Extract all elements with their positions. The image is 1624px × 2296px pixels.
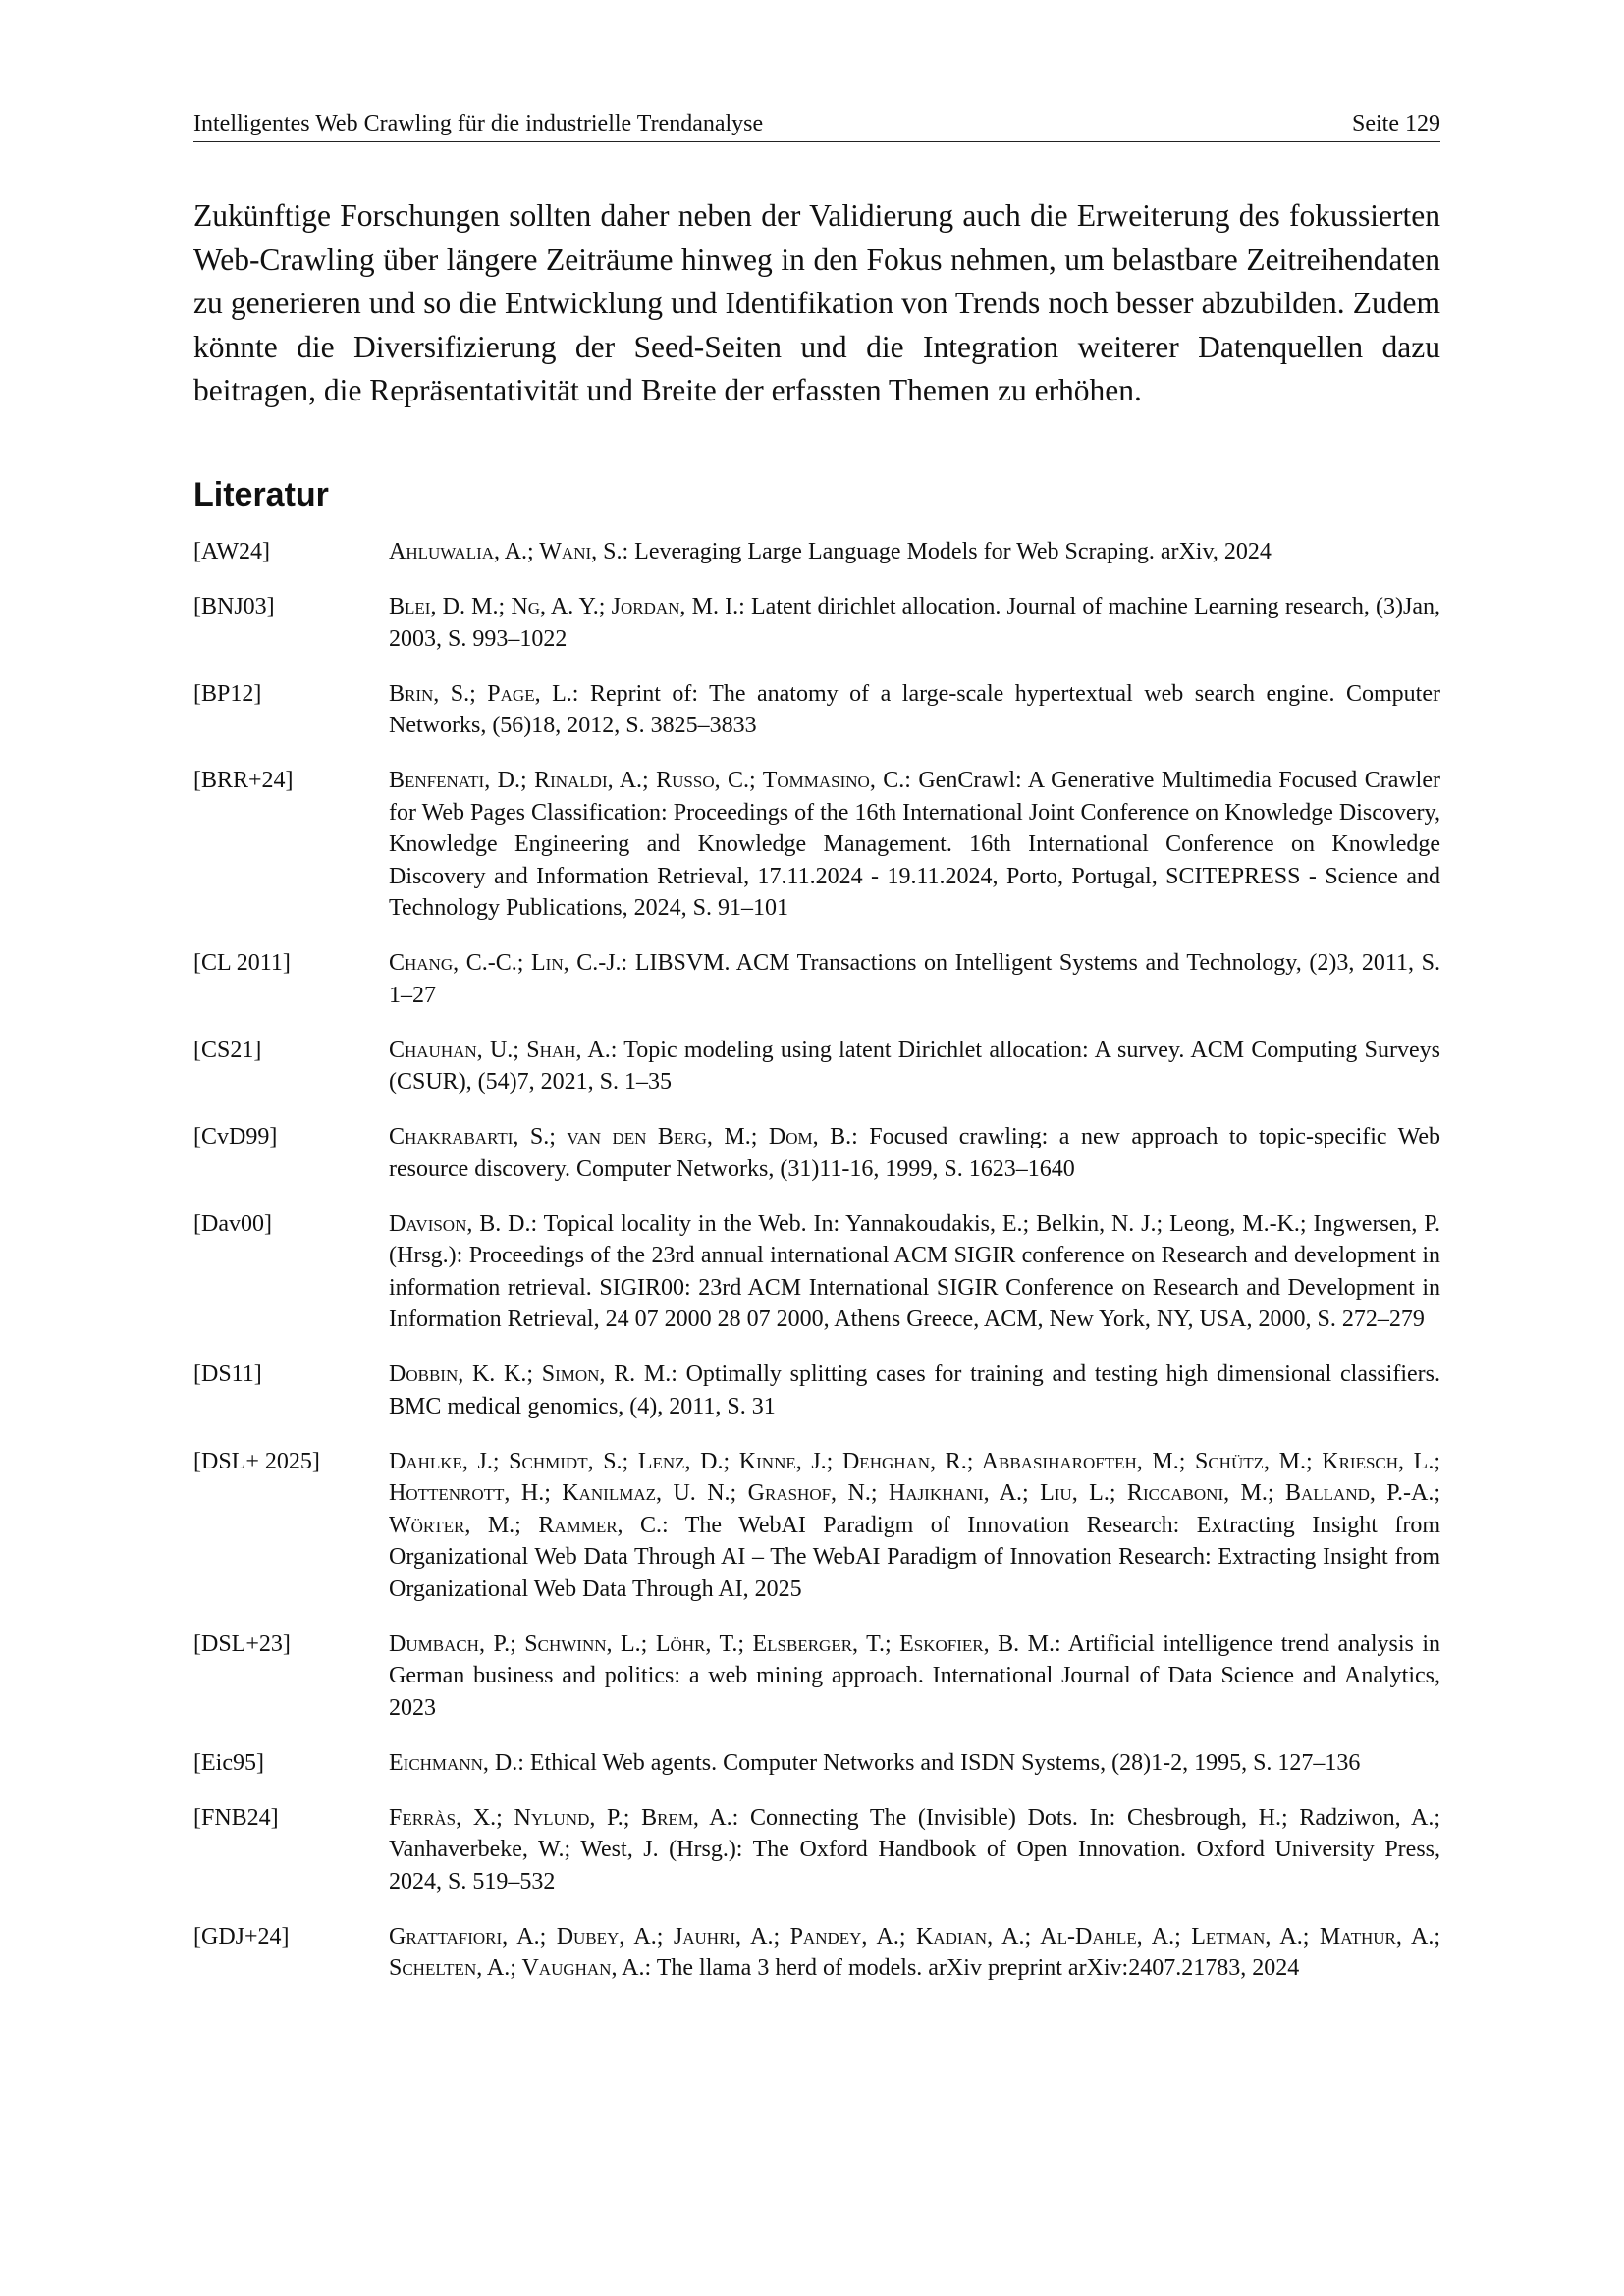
header-title: Intelligentes Web Crawling für die industrielle Trendanalyse xyxy=(193,111,764,136)
reference-entry xyxy=(193,1208,1440,1336)
reference-authors: Ahluwalia, A.; Wani, S.: xyxy=(389,539,629,564)
reference-key: [BRR+24] xyxy=(193,768,294,793)
reference-body: Ethical Web agents. Computer Networks and ISDN Systems, (28)1-2, 1995, S. 127–136 xyxy=(523,1749,1361,1776)
reference-authors: Brin, S.; Page, L.: xyxy=(389,680,579,707)
reference-entry xyxy=(193,1035,1440,1098)
reference-body: LIBSVM. ACM Transactions on Intelligent Systems and Technology, (2)3, 2011, S. 1–27 xyxy=(389,950,1440,1008)
reference-authors: Davison, B. D.: xyxy=(389,1210,538,1237)
reference-authors: Dahlke, J.; Schmidt, S.; Lenz, D.; Kinne, J.; Dehghan, R.; Abbasiharofteh, M.; Schütz, M.; Kriesch, L.; Hottenrott, H.; Kanilmaz, U. N.; Grashof, N.; Hajikhani, A.; Liu, L.; Riccaboni, M.; Balland, P.-A.; Wörter, M.; Rammer, C.: xyxy=(389,1448,1440,1538)
reference-body: Reprint of: The anatomy of a large-scale hypertextual web search engine. Computer Networks, (56)18, 2012, S. 3825–3833 xyxy=(389,680,1440,738)
reference-entry xyxy=(193,1359,1440,1422)
reference-entry xyxy=(193,536,1440,568)
reference-key: [FNB24] xyxy=(193,1804,279,1831)
reference-key: [CL 2011] xyxy=(193,950,291,976)
reference-text xyxy=(389,1747,1440,1780)
reference-key: [GDJ+24] xyxy=(193,1923,290,1949)
reference-entry xyxy=(193,1921,1440,1985)
reference-entry xyxy=(193,765,1440,925)
reference-entry xyxy=(193,1121,1440,1185)
reference-text xyxy=(389,1121,1440,1185)
reference-entry xyxy=(193,591,1440,655)
reference-body: Topical locality in the Web. In: Yannakoudakis, E.; Belkin, N. J.; Leong, M.-K.; Ingwersen, P. (Hrsg.): Proceedings of the 23rd annual international ACM SIGIR conference on Research and development in information retrieval. SIGIR00: 23rd ACM International SIGIR Conference on Research and Development in Information Retrieval, 24 07 2000 28 07 2000, Athens Greece, ACM, New York, NY, USA, 2000, S. 272–279 xyxy=(389,1210,1440,1332)
section-title-literatur: Literatur xyxy=(193,476,329,513)
reference-text xyxy=(389,1921,1440,1985)
reference-text xyxy=(389,536,1440,568)
reference-authors: Blei, D. M.; Ng, A. Y.; Jordan, M. I.: xyxy=(389,594,745,619)
reference-authors: Eichmann, D.: xyxy=(389,1749,524,1776)
reference-authors: Dobbin, K. K.; Simon, R. M.: xyxy=(389,1362,677,1387)
reference-key: [CvD99] xyxy=(193,1124,278,1149)
reference-body: Latent dirichlet allocation. Journal of machine Learning research, (3)Jan, 2003, S. 993–1022 xyxy=(389,594,1440,652)
reference-body: Artificial intelligence trend analysis in German business and politics: a web mining approach. International Journal of Data Science and Analytics, 2023 xyxy=(389,1630,1441,1721)
reference-list xyxy=(193,536,1440,2007)
reference-authors: Grattafiori, A.; Dubey, A.; Jauhri, A.; Pandey, A.; Kadian, A.; Al-Dahle, A.; Letman, A.; Mathur, A.; Schelten, A.; Vaughan, A.: xyxy=(389,1923,1440,1981)
reference-text xyxy=(389,1802,1440,1898)
reference-entry xyxy=(193,678,1440,742)
reference-body: Leveraging Large Language Models for Web Scraping. arXiv, 2024 xyxy=(628,539,1272,564)
reference-entry xyxy=(193,1446,1440,1606)
reference-key: [CS21] xyxy=(193,1037,262,1063)
reference-key: [AW24] xyxy=(193,539,271,564)
running-header xyxy=(193,108,1440,142)
reference-authors: Chakrabarti, S.; van den Berg, M.; Dom, B.: xyxy=(389,1124,858,1149)
intro-paragraph: Zukünftige Forschungen sollten daher neben der Validierung auch die Erweiterung des fokussierten Web-Crawling über längere Zeiträume hinweg in den Fokus nehmen, um belastbare Zeitreihendaten zu generieren und so die Entwicklung und Identifikation von Trends noch besser abzubilden. Zudem könnte die Diversifizierung der Seed-Seiten und die Integration weiterer Datenquellen dazu beitragen, die Repräsentativität und Breite der erfassten Themen zu erhöhen. xyxy=(193,198,1440,407)
reference-text xyxy=(389,678,1440,742)
reference-authors: Benfenati, D.; Rinaldi, A.; Russo, C.; Tommasino, C.: xyxy=(389,768,911,793)
reference-entry xyxy=(193,947,1440,1011)
reference-text xyxy=(389,1446,1440,1606)
reference-text xyxy=(389,947,1440,1011)
reference-text xyxy=(389,765,1440,925)
reference-authors: Dumbach, P.; Schwinn, L.; Löhr, T.; Elsberger, T.; Eskofier, B. M.: xyxy=(389,1630,1061,1657)
reference-authors: Chang, C.-C.; Lin, C.-J.: xyxy=(389,950,628,976)
reference-text xyxy=(389,1359,1440,1422)
reference-key: [BP12] xyxy=(193,680,262,707)
reference-key: [DS11] xyxy=(193,1362,262,1387)
reference-authors: Chauhan, U.; Shah, A.: xyxy=(389,1037,618,1063)
reference-key: [DSL+ 2025] xyxy=(193,1448,320,1474)
reference-body: The WebAI Paradigm of Innovation Research: Extracting Insight from Organizational Web Data Through AI – The WebAI Paradigm of Innovation Research: Extracting Insight from Organizational Web Data Through AI, 2025 xyxy=(389,1512,1440,1602)
reference-body: Optimally splitting cases for training and testing high dimensional classifiers. BMC medical genomics, (4), 2011, S. 31 xyxy=(389,1362,1440,1419)
reference-body: GenCrawl: A Generative Multimedia Focused Crawler for Web Pages Classification: Proceedings of the 16th International Joint Conference on Knowledge Discovery, Knowledge Engineering and Knowledge Management. 16th International Conference on Knowledge Discovery and Information Retrieval, 17.11.2024 - 19.11.2024, Porto, Portugal, SCITEPRESS - Science and Technology Publications, 2024, S. 91–101 xyxy=(389,768,1440,921)
reference-body: Topic modeling using latent Dirichlet allocation: A survey. ACM Computing Surveys (CSUR), (54)7, 2021, S. 1–35 xyxy=(389,1037,1441,1095)
reference-text xyxy=(389,1035,1440,1098)
reference-authors: Ferràs, X.; Nylund, P.; Brem, A.: xyxy=(389,1804,739,1831)
reference-key: [BNJ03] xyxy=(193,594,275,619)
reference-key: [DSL+23] xyxy=(193,1630,291,1657)
reference-entry xyxy=(193,1629,1440,1725)
reference-entry xyxy=(193,1747,1440,1780)
page-number: Seite 129 xyxy=(1352,111,1440,136)
reference-key: [Dav00] xyxy=(193,1210,272,1237)
reference-text xyxy=(389,1208,1440,1336)
reference-text xyxy=(389,591,1440,655)
reference-body: The llama 3 herd of models. arXiv preprint arXiv:2407.21783, 2024 xyxy=(651,1955,1300,1981)
reference-key: [Eic95] xyxy=(193,1749,264,1776)
reference-text xyxy=(389,1629,1440,1725)
reference-body: Focused crawling: a new approach to topic-specific Web resource discovery. Computer Networks, (31)11-16, 1999, S. 1623–1640 xyxy=(389,1124,1440,1182)
reference-entry xyxy=(193,1802,1440,1898)
reference-body: Connecting The (Invisible) Dots. In: Chesbrough, H.; Radziwon, A.; Vanhaverbeke, W.; West, J. (Hrsg.): The Oxford Handbook of Open Innovation. Oxford University Press, 2024, S. 519–532 xyxy=(389,1804,1441,1895)
